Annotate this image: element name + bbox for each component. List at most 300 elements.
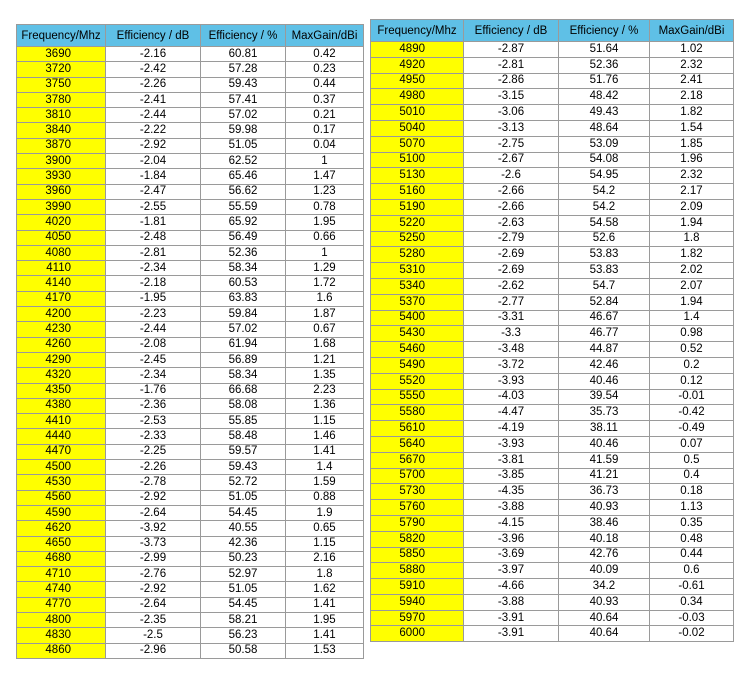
cell-efficiency-db[interactable]: -2.18: [106, 276, 201, 291]
cell-efficiency-db[interactable]: -4.19: [464, 421, 559, 437]
cell-efficiency-db[interactable]: -3.06: [464, 105, 559, 121]
cell-efficiency-percent[interactable]: 34.2: [559, 579, 650, 595]
cell-efficiency-db[interactable]: -2.76: [106, 567, 201, 582]
cell-efficiency-db[interactable]: -2.34: [106, 261, 201, 276]
cell-frequency[interactable]: 4320: [17, 368, 106, 383]
cell-maxgain[interactable]: 1.59: [286, 475, 364, 490]
cell-maxgain[interactable]: 1.41: [286, 597, 364, 612]
cell-efficiency-percent[interactable]: 41.21: [559, 468, 650, 484]
cell-efficiency-db[interactable]: -2.26: [106, 77, 201, 92]
cell-maxgain[interactable]: 1.8: [286, 567, 364, 582]
cell-frequency[interactable]: 3930: [17, 169, 106, 184]
cell-maxgain[interactable]: 1: [286, 154, 364, 169]
cell-efficiency-percent[interactable]: 40.18: [559, 531, 650, 547]
cell-efficiency-percent[interactable]: 59.84: [201, 307, 286, 322]
cell-maxgain[interactable]: 1.35: [286, 368, 364, 383]
cell-efficiency-db[interactable]: -2.81: [106, 245, 201, 260]
cell-maxgain[interactable]: 0.4: [650, 468, 734, 484]
cell-frequency[interactable]: 5010: [371, 105, 464, 121]
cell-frequency[interactable]: 3750: [17, 77, 106, 92]
cell-maxgain[interactable]: 1.23: [286, 184, 364, 199]
cell-frequency[interactable]: 5820: [371, 531, 464, 547]
cell-maxgain[interactable]: 1.41: [286, 444, 364, 459]
cell-efficiency-percent[interactable]: 60.81: [201, 47, 286, 62]
cell-efficiency-db[interactable]: -3.88: [464, 500, 559, 516]
cell-efficiency-percent[interactable]: 40.64: [559, 610, 650, 626]
cell-frequency[interactable]: 4080: [17, 245, 106, 260]
cell-frequency[interactable]: 5670: [371, 452, 464, 468]
cell-efficiency-db[interactable]: -2.86: [464, 73, 559, 89]
cell-efficiency-db[interactable]: -3.3: [464, 326, 559, 342]
cell-maxgain[interactable]: 1.47: [286, 169, 364, 184]
cell-maxgain[interactable]: 0.21: [286, 108, 364, 123]
cell-efficiency-percent[interactable]: 57.28: [201, 62, 286, 77]
cell-maxgain[interactable]: -0.03: [650, 610, 734, 626]
cell-efficiency-db[interactable]: -3.31: [464, 310, 559, 326]
cell-efficiency-db[interactable]: -3.13: [464, 120, 559, 136]
cell-frequency[interactable]: 4920: [371, 57, 464, 73]
cell-efficiency-db[interactable]: -2.63: [464, 215, 559, 231]
cell-maxgain[interactable]: -0.61: [650, 579, 734, 595]
cell-efficiency-percent[interactable]: 58.08: [201, 398, 286, 413]
cell-efficiency-db[interactable]: -2.41: [106, 92, 201, 107]
cell-efficiency-percent[interactable]: 39.54: [559, 389, 650, 405]
cell-frequency[interactable]: 5490: [371, 357, 464, 373]
cell-efficiency-db[interactable]: -4.03: [464, 389, 559, 405]
cell-efficiency-percent[interactable]: 65.92: [201, 215, 286, 230]
cell-efficiency-db[interactable]: -2.16: [106, 47, 201, 62]
cell-maxgain[interactable]: 1.94: [650, 294, 734, 310]
cell-frequency[interactable]: 5160: [371, 184, 464, 200]
cell-efficiency-db[interactable]: -2.5: [106, 628, 201, 643]
cell-frequency[interactable]: 5970: [371, 610, 464, 626]
cell-maxgain[interactable]: 2.32: [650, 168, 734, 184]
cell-efficiency-db[interactable]: -2.34: [106, 368, 201, 383]
cell-frequency[interactable]: 3690: [17, 47, 106, 62]
cell-efficiency-db[interactable]: -2.45: [106, 352, 201, 367]
cell-frequency[interactable]: 5250: [371, 231, 464, 247]
cell-frequency[interactable]: 5190: [371, 199, 464, 215]
cell-efficiency-percent[interactable]: 48.42: [559, 89, 650, 105]
cell-efficiency-db[interactable]: -2.79: [464, 231, 559, 247]
cell-efficiency-db[interactable]: -2.92: [106, 490, 201, 505]
cell-efficiency-db[interactable]: -4.47: [464, 405, 559, 421]
cell-frequency[interactable]: 4110: [17, 261, 106, 276]
cell-efficiency-percent[interactable]: 51.05: [201, 138, 286, 153]
cell-efficiency-percent[interactable]: 55.85: [201, 414, 286, 429]
cell-maxgain[interactable]: 1.95: [286, 612, 364, 627]
cell-frequency[interactable]: 4830: [17, 628, 106, 643]
cell-frequency[interactable]: 4980: [371, 89, 464, 105]
cell-efficiency-db[interactable]: -3.48: [464, 342, 559, 358]
cell-efficiency-percent[interactable]: 57.41: [201, 92, 286, 107]
cell-maxgain[interactable]: 2.17: [650, 184, 734, 200]
cell-efficiency-db[interactable]: -2.47: [106, 184, 201, 199]
cell-frequency[interactable]: 5340: [371, 278, 464, 294]
cell-efficiency-percent[interactable]: 42.36: [201, 536, 286, 551]
cell-maxgain[interactable]: 0.18: [650, 484, 734, 500]
cell-maxgain[interactable]: 0.52: [650, 342, 734, 358]
cell-maxgain[interactable]: 1.82: [650, 247, 734, 263]
cell-frequency[interactable]: 3720: [17, 62, 106, 77]
cell-efficiency-percent[interactable]: 53.83: [559, 263, 650, 279]
cell-efficiency-db[interactable]: -2.53: [106, 414, 201, 429]
cell-efficiency-db[interactable]: -2.69: [464, 263, 559, 279]
cell-maxgain[interactable]: 2.41: [650, 73, 734, 89]
cell-maxgain[interactable]: 0.42: [286, 47, 364, 62]
cell-efficiency-db[interactable]: -3.81: [464, 452, 559, 468]
cell-frequency[interactable]: 5580: [371, 405, 464, 421]
cell-frequency[interactable]: 4380: [17, 398, 106, 413]
cell-efficiency-percent[interactable]: 38.11: [559, 421, 650, 437]
cell-maxgain[interactable]: 0.04: [286, 138, 364, 153]
cell-frequency[interactable]: 4440: [17, 429, 106, 444]
cell-maxgain[interactable]: 1.21: [286, 352, 364, 367]
cell-maxgain[interactable]: -0.01: [650, 389, 734, 405]
cell-efficiency-percent[interactable]: 57.02: [201, 108, 286, 123]
cell-efficiency-percent[interactable]: 36.73: [559, 484, 650, 500]
cell-efficiency-db[interactable]: -2.48: [106, 230, 201, 245]
cell-efficiency-percent[interactable]: 48.64: [559, 120, 650, 136]
cell-efficiency-db[interactable]: -2.25: [106, 444, 201, 459]
cell-maxgain[interactable]: 1.4: [650, 310, 734, 326]
cell-maxgain[interactable]: 0.12: [650, 373, 734, 389]
cell-frequency[interactable]: 4620: [17, 521, 106, 536]
cell-maxgain[interactable]: 0.23: [286, 62, 364, 77]
cell-efficiency-percent[interactable]: 40.46: [559, 373, 650, 389]
cell-frequency[interactable]: 3810: [17, 108, 106, 123]
cell-maxgain[interactable]: -0.42: [650, 405, 734, 421]
cell-maxgain[interactable]: 0.44: [650, 547, 734, 563]
cell-efficiency-percent[interactable]: 63.83: [201, 291, 286, 306]
cell-efficiency-db[interactable]: -1.84: [106, 169, 201, 184]
cell-efficiency-percent[interactable]: 58.48: [201, 429, 286, 444]
cell-maxgain[interactable]: 0.88: [286, 490, 364, 505]
cell-efficiency-db[interactable]: -3.93: [464, 373, 559, 389]
cell-maxgain[interactable]: 2.09: [650, 199, 734, 215]
cell-efficiency-percent[interactable]: 41.59: [559, 452, 650, 468]
cell-maxgain[interactable]: 1.15: [286, 414, 364, 429]
cell-efficiency-percent[interactable]: 42.46: [559, 357, 650, 373]
cell-efficiency-percent[interactable]: 40.93: [559, 594, 650, 610]
cell-maxgain[interactable]: 2.23: [286, 383, 364, 398]
cell-frequency[interactable]: 5220: [371, 215, 464, 231]
cell-maxgain[interactable]: 1.95: [286, 215, 364, 230]
cell-frequency[interactable]: 4800: [17, 612, 106, 627]
cell-maxgain[interactable]: 0.98: [650, 326, 734, 342]
cell-efficiency-db[interactable]: -2.75: [464, 136, 559, 152]
cell-efficiency-percent[interactable]: 53.83: [559, 247, 650, 263]
cell-frequency[interactable]: 5850: [371, 547, 464, 563]
cell-efficiency-percent[interactable]: 59.98: [201, 123, 286, 138]
cell-maxgain[interactable]: 0.5: [650, 452, 734, 468]
cell-maxgain[interactable]: 0.66: [286, 230, 364, 245]
cell-efficiency-db[interactable]: -2.62: [464, 278, 559, 294]
cell-efficiency-db[interactable]: -3.85: [464, 468, 559, 484]
cell-frequency[interactable]: 5070: [371, 136, 464, 152]
cell-efficiency-percent[interactable]: 54.08: [559, 152, 650, 168]
cell-maxgain[interactable]: 1.02: [650, 42, 734, 58]
cell-efficiency-db[interactable]: -3.69: [464, 547, 559, 563]
cell-maxgain[interactable]: 1.46: [286, 429, 364, 444]
cell-frequency[interactable]: 5910: [371, 579, 464, 595]
cell-maxgain[interactable]: 0.34: [650, 594, 734, 610]
cell-efficiency-db[interactable]: -3.88: [464, 594, 559, 610]
cell-efficiency-db[interactable]: -2.64: [106, 505, 201, 520]
cell-efficiency-percent[interactable]: 52.6: [559, 231, 650, 247]
cell-efficiency-percent[interactable]: 54.45: [201, 505, 286, 520]
cell-frequency[interactable]: 4560: [17, 490, 106, 505]
cell-efficiency-percent[interactable]: 51.05: [201, 490, 286, 505]
cell-maxgain[interactable]: 0.65: [286, 521, 364, 536]
cell-maxgain[interactable]: 1.9: [286, 505, 364, 520]
cell-efficiency-percent[interactable]: 66.68: [201, 383, 286, 398]
cell-frequency[interactable]: 3840: [17, 123, 106, 138]
cell-maxgain[interactable]: 1.87: [286, 307, 364, 322]
cell-frequency[interactable]: 4890: [371, 42, 464, 58]
cell-maxgain[interactable]: 2.32: [650, 57, 734, 73]
cell-efficiency-db[interactable]: -2.26: [106, 460, 201, 475]
cell-maxgain[interactable]: 0.67: [286, 322, 364, 337]
cell-maxgain[interactable]: 1.54: [650, 120, 734, 136]
cell-efficiency-percent[interactable]: 58.34: [201, 368, 286, 383]
cell-maxgain[interactable]: 0.48: [650, 531, 734, 547]
cell-frequency[interactable]: 5610: [371, 421, 464, 437]
cell-frequency[interactable]: 4470: [17, 444, 106, 459]
cell-maxgain[interactable]: 0.35: [650, 515, 734, 531]
cell-efficiency-percent[interactable]: 56.49: [201, 230, 286, 245]
cell-frequency[interactable]: 5700: [371, 468, 464, 484]
cell-maxgain[interactable]: -0.02: [650, 626, 734, 642]
cell-maxgain[interactable]: 1.6: [286, 291, 364, 306]
cell-efficiency-db[interactable]: -2.77: [464, 294, 559, 310]
cell-efficiency-percent[interactable]: 40.64: [559, 626, 650, 642]
cell-maxgain[interactable]: 0.07: [650, 436, 734, 452]
cell-frequency[interactable]: 3960: [17, 184, 106, 199]
cell-efficiency-db[interactable]: -2.78: [106, 475, 201, 490]
cell-efficiency-percent[interactable]: 56.23: [201, 628, 286, 643]
cell-frequency[interactable]: 5550: [371, 389, 464, 405]
cell-efficiency-db[interactable]: -2.42: [106, 62, 201, 77]
cell-efficiency-percent[interactable]: 65.46: [201, 169, 286, 184]
cell-efficiency-percent[interactable]: 53.09: [559, 136, 650, 152]
cell-frequency[interactable]: 4770: [17, 597, 106, 612]
cell-efficiency-db[interactable]: -2.67: [464, 152, 559, 168]
cell-efficiency-percent[interactable]: 61.94: [201, 337, 286, 352]
cell-frequency[interactable]: 5040: [371, 120, 464, 136]
cell-efficiency-percent[interactable]: 54.2: [559, 199, 650, 215]
cell-efficiency-db[interactable]: -4.15: [464, 515, 559, 531]
cell-efficiency-percent[interactable]: 46.67: [559, 310, 650, 326]
cell-maxgain[interactable]: 0.6: [650, 563, 734, 579]
cell-frequency[interactable]: 4170: [17, 291, 106, 306]
cell-efficiency-db[interactable]: -3.15: [464, 89, 559, 105]
cell-maxgain[interactable]: 1.68: [286, 337, 364, 352]
cell-efficiency-db[interactable]: -2.64: [106, 597, 201, 612]
cell-efficiency-percent[interactable]: 60.53: [201, 276, 286, 291]
cell-efficiency-db[interactable]: -4.66: [464, 579, 559, 595]
cell-efficiency-percent[interactable]: 50.23: [201, 551, 286, 566]
cell-frequency[interactable]: 4530: [17, 475, 106, 490]
cell-frequency[interactable]: 3780: [17, 92, 106, 107]
cell-frequency[interactable]: 4350: [17, 383, 106, 398]
cell-maxgain[interactable]: 0.78: [286, 199, 364, 214]
cell-frequency[interactable]: 5460: [371, 342, 464, 358]
cell-frequency[interactable]: 5880: [371, 563, 464, 579]
cell-frequency[interactable]: 4020: [17, 215, 106, 230]
cell-efficiency-db[interactable]: -2.99: [106, 551, 201, 566]
cell-frequency[interactable]: 4680: [17, 551, 106, 566]
cell-efficiency-db[interactable]: -2.87: [464, 42, 559, 58]
cell-maxgain[interactable]: 1.41: [286, 628, 364, 643]
cell-efficiency-db[interactable]: -2.08: [106, 337, 201, 352]
cell-efficiency-db[interactable]: -4.35: [464, 484, 559, 500]
cell-efficiency-percent[interactable]: 50.58: [201, 643, 286, 658]
cell-frequency[interactable]: 5280: [371, 247, 464, 263]
cell-efficiency-percent[interactable]: 40.46: [559, 436, 650, 452]
cell-efficiency-db[interactable]: -2.66: [464, 184, 559, 200]
cell-frequency[interactable]: 4710: [17, 567, 106, 582]
cell-efficiency-percent[interactable]: 35.73: [559, 405, 650, 421]
cell-efficiency-db[interactable]: -2.92: [106, 582, 201, 597]
cell-frequency[interactable]: 4230: [17, 322, 106, 337]
cell-efficiency-db[interactable]: -3.72: [464, 357, 559, 373]
cell-efficiency-percent[interactable]: 58.21: [201, 612, 286, 627]
cell-frequency[interactable]: 5370: [371, 294, 464, 310]
cell-efficiency-percent[interactable]: 44.87: [559, 342, 650, 358]
cell-efficiency-db[interactable]: -2.23: [106, 307, 201, 322]
cell-maxgain[interactable]: 1.96: [650, 152, 734, 168]
cell-maxgain[interactable]: 1.13: [650, 500, 734, 516]
cell-efficiency-db[interactable]: -1.81: [106, 215, 201, 230]
cell-frequency[interactable]: 4050: [17, 230, 106, 245]
cell-frequency[interactable]: 4860: [17, 643, 106, 658]
cell-maxgain[interactable]: 1.15: [286, 536, 364, 551]
cell-maxgain[interactable]: 1.53: [286, 643, 364, 658]
cell-efficiency-db[interactable]: -3.73: [106, 536, 201, 551]
cell-efficiency-db[interactable]: -3.93: [464, 436, 559, 452]
cell-efficiency-db[interactable]: -2.96: [106, 643, 201, 658]
cell-efficiency-percent[interactable]: 51.76: [559, 73, 650, 89]
cell-efficiency-percent[interactable]: 55.59: [201, 199, 286, 214]
cell-efficiency-percent[interactable]: 54.2: [559, 184, 650, 200]
cell-frequency[interactable]: 5730: [371, 484, 464, 500]
cell-maxgain[interactable]: 0.2: [650, 357, 734, 373]
cell-efficiency-db[interactable]: -3.92: [106, 521, 201, 536]
cell-maxgain[interactable]: 0.17: [286, 123, 364, 138]
cell-maxgain[interactable]: 1.4: [286, 460, 364, 475]
cell-frequency[interactable]: 4200: [17, 307, 106, 322]
cell-efficiency-db[interactable]: -2.33: [106, 429, 201, 444]
cell-efficiency-db[interactable]: -1.76: [106, 383, 201, 398]
cell-efficiency-db[interactable]: -2.22: [106, 123, 201, 138]
cell-frequency[interactable]: 4260: [17, 337, 106, 352]
cell-efficiency-db[interactable]: -2.35: [106, 612, 201, 627]
cell-efficiency-db[interactable]: -2.6: [464, 168, 559, 184]
cell-efficiency-percent[interactable]: 54.95: [559, 168, 650, 184]
cell-maxgain[interactable]: 0.37: [286, 92, 364, 107]
cell-efficiency-percent[interactable]: 51.64: [559, 42, 650, 58]
cell-maxgain[interactable]: 1.29: [286, 261, 364, 276]
cell-efficiency-db[interactable]: -3.91: [464, 626, 559, 642]
cell-frequency[interactable]: 4410: [17, 414, 106, 429]
cell-efficiency-percent[interactable]: 52.97: [201, 567, 286, 582]
cell-efficiency-percent[interactable]: 59.43: [201, 460, 286, 475]
cell-frequency[interactable]: 4500: [17, 460, 106, 475]
cell-maxgain[interactable]: 1.8: [650, 231, 734, 247]
cell-frequency[interactable]: 4290: [17, 352, 106, 367]
cell-efficiency-db[interactable]: -3.96: [464, 531, 559, 547]
cell-frequency[interactable]: 5130: [371, 168, 464, 184]
cell-efficiency-percent[interactable]: 51.05: [201, 582, 286, 597]
cell-efficiency-db[interactable]: -2.92: [106, 138, 201, 153]
cell-efficiency-percent[interactable]: 62.52: [201, 154, 286, 169]
cell-frequency[interactable]: 5760: [371, 500, 464, 516]
cell-efficiency-db[interactable]: -2.04: [106, 154, 201, 169]
cell-efficiency-percent[interactable]: 40.93: [559, 500, 650, 516]
cell-frequency[interactable]: 4950: [371, 73, 464, 89]
cell-efficiency-percent[interactable]: 52.36: [201, 245, 286, 260]
cell-frequency[interactable]: 3900: [17, 154, 106, 169]
cell-efficiency-percent[interactable]: 54.45: [201, 597, 286, 612]
cell-maxgain[interactable]: 2.18: [650, 89, 734, 105]
cell-maxgain[interactable]: 1.94: [650, 215, 734, 231]
cell-maxgain[interactable]: 1.82: [650, 105, 734, 121]
cell-efficiency-percent[interactable]: 40.55: [201, 521, 286, 536]
cell-maxgain[interactable]: 1.62: [286, 582, 364, 597]
cell-efficiency-percent[interactable]: 42.76: [559, 547, 650, 563]
cell-efficiency-percent[interactable]: 52.84: [559, 294, 650, 310]
cell-efficiency-db[interactable]: -2.81: [464, 57, 559, 73]
cell-efficiency-percent[interactable]: 58.34: [201, 261, 286, 276]
cell-efficiency-db[interactable]: -2.44: [106, 108, 201, 123]
cell-maxgain[interactable]: 2.07: [650, 278, 734, 294]
cell-efficiency-percent[interactable]: 46.77: [559, 326, 650, 342]
cell-efficiency-db[interactable]: -1.95: [106, 291, 201, 306]
cell-efficiency-percent[interactable]: 40.09: [559, 563, 650, 579]
cell-efficiency-percent[interactable]: 38.46: [559, 515, 650, 531]
cell-frequency[interactable]: 5520: [371, 373, 464, 389]
cell-efficiency-db[interactable]: -2.55: [106, 199, 201, 214]
cell-efficiency-db[interactable]: -2.69: [464, 247, 559, 263]
cell-efficiency-db[interactable]: -3.91: [464, 610, 559, 626]
cell-efficiency-percent[interactable]: 56.89: [201, 352, 286, 367]
cell-efficiency-percent[interactable]: 49.43: [559, 105, 650, 121]
cell-frequency[interactable]: 4650: [17, 536, 106, 551]
cell-frequency[interactable]: 5940: [371, 594, 464, 610]
cell-maxgain[interactable]: 1.85: [650, 136, 734, 152]
cell-frequency[interactable]: 6000: [371, 626, 464, 642]
cell-maxgain[interactable]: 1: [286, 245, 364, 260]
cell-maxgain[interactable]: -0.49: [650, 421, 734, 437]
cell-efficiency-percent[interactable]: 54.58: [559, 215, 650, 231]
cell-frequency[interactable]: 5430: [371, 326, 464, 342]
cell-maxgain[interactable]: 1.72: [286, 276, 364, 291]
cell-frequency[interactable]: 5310: [371, 263, 464, 279]
cell-efficiency-percent[interactable]: 56.62: [201, 184, 286, 199]
cell-maxgain[interactable]: 0.44: [286, 77, 364, 92]
cell-efficiency-percent[interactable]: 52.36: [559, 57, 650, 73]
cell-maxgain[interactable]: 2.16: [286, 551, 364, 566]
cell-efficiency-db[interactable]: -2.36: [106, 398, 201, 413]
cell-efficiency-db[interactable]: -3.97: [464, 563, 559, 579]
cell-maxgain[interactable]: 1.36: [286, 398, 364, 413]
cell-efficiency-percent[interactable]: 54.7: [559, 278, 650, 294]
cell-efficiency-db[interactable]: -2.44: [106, 322, 201, 337]
cell-frequency[interactable]: 4590: [17, 505, 106, 520]
cell-frequency[interactable]: 3870: [17, 138, 106, 153]
cell-frequency[interactable]: 5400: [371, 310, 464, 326]
